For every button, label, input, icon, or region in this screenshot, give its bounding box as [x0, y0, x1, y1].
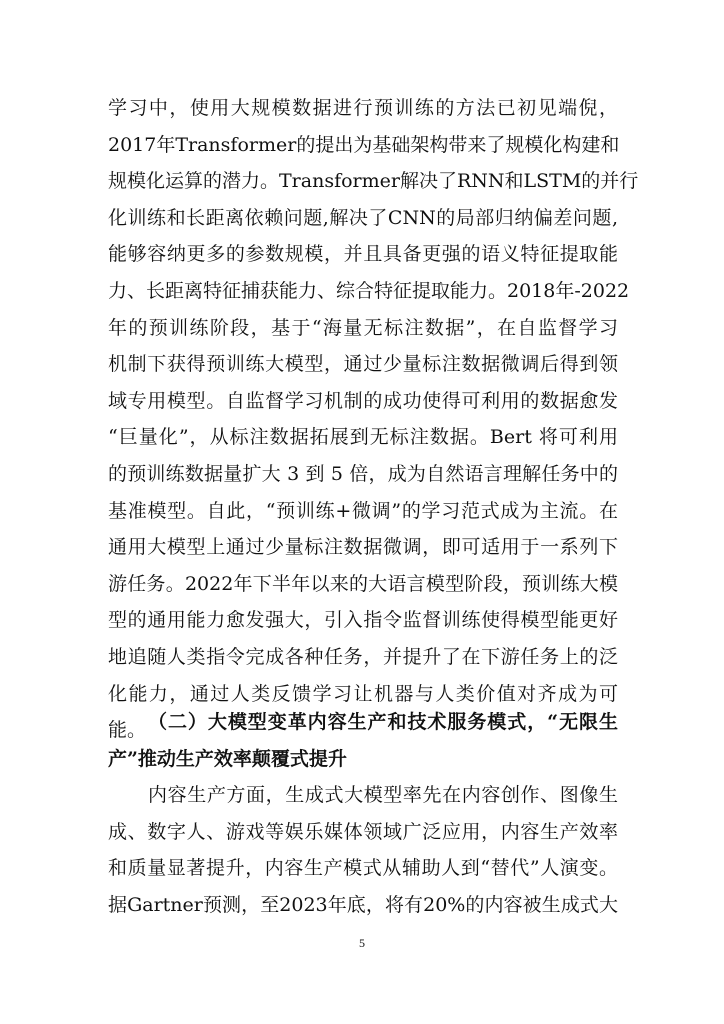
paragraph1-line: 能够容纳更多的参数规模，并且具备更强的语义特征提取能	[108, 243, 618, 266]
paragraph1-line: 通用大模型上通过少量标注数据微调，即可适用于一系列下	[108, 536, 618, 559]
page-number: 5	[359, 936, 365, 950]
paragraph1-line: 学习中，使用大规模数据进行预训练的方法已初见端倪，	[108, 97, 618, 119]
paragraph1-line: 规模化运算的潜力。Transformer解决了RNN和LSTM的并行	[108, 170, 639, 193]
paragraph1-line: 力、长距离特征捕获能力、综合特征提取能力。2018年-2022	[108, 279, 630, 302]
heading-line: 产”推动生产效率颠覆式提升	[108, 747, 347, 770]
paragraph1-line: 化能力，通过人类反馈学习让机器与人类价值对齐成为可	[108, 682, 618, 705]
paragraph1-line: 游任务。2022年下半年以来的大语言模型阶段，预训练大模	[108, 572, 618, 595]
paragraph1-line: 基准模型。自此，“预训练+微调”的学习范式成为主流。在	[108, 499, 618, 522]
paragraph2-line: 据Gartner预测，至2023年底，将有20%的内容被生成式大	[108, 893, 618, 916]
paragraph1-line: “巨量化”，从标注数据拓展到无标注数据。Bert 将可利用	[108, 426, 618, 449]
paragraph1-line: 2017年Transformer的提出为基础架构带来了规模化构建和	[108, 133, 620, 156]
paragraph2-line: 和质量显著提升，内容生产模式从辅助人到“替代”人演变。	[108, 857, 618, 880]
paragraph1-line: 的预训练数据量扩大 3 到 5 倍，成为自然语言理解任务中的	[108, 462, 618, 485]
paragraph1-line: 机制下获得预训练大模型，通过少量标注数据微调后得到领	[108, 353, 618, 376]
paragraph2-line: 内容生产方面，生成式大模型率先在内容创作、图像生	[148, 784, 618, 806]
paragraph1-line: 型的通用能力愈发强大，引入指令监督训练使得模型能更好	[108, 609, 618, 632]
paragraph1-line: 域专用模型。自监督学习机制的成功使得可利用的数据愈发	[108, 389, 618, 412]
body-paragraph-1	[108, 90, 639, 749]
section-heading	[108, 704, 618, 777]
paragraph1-line: 年的预训练阶段，基于“海量无标注数据”，在自监督学习	[108, 316, 618, 339]
paragraph1-line: 能。	[108, 719, 147, 742]
paragraph1-line: 地追随人类指令完成各种任务，并提升了在下游任务上的泛	[108, 645, 618, 668]
paragraph2-line: 成、数字人、游戏等娱乐媒体领域广泛应用，内容生产效率	[108, 820, 618, 843]
body-paragraph-2	[108, 777, 618, 923]
paragraph1-line: 化训练和长距离依赖问题,解决了CNN的局部归纳偏差问题,	[108, 206, 618, 229]
heading-line: （二）大模型变革内容生产和技术服务模式，“无限生	[148, 711, 618, 733]
